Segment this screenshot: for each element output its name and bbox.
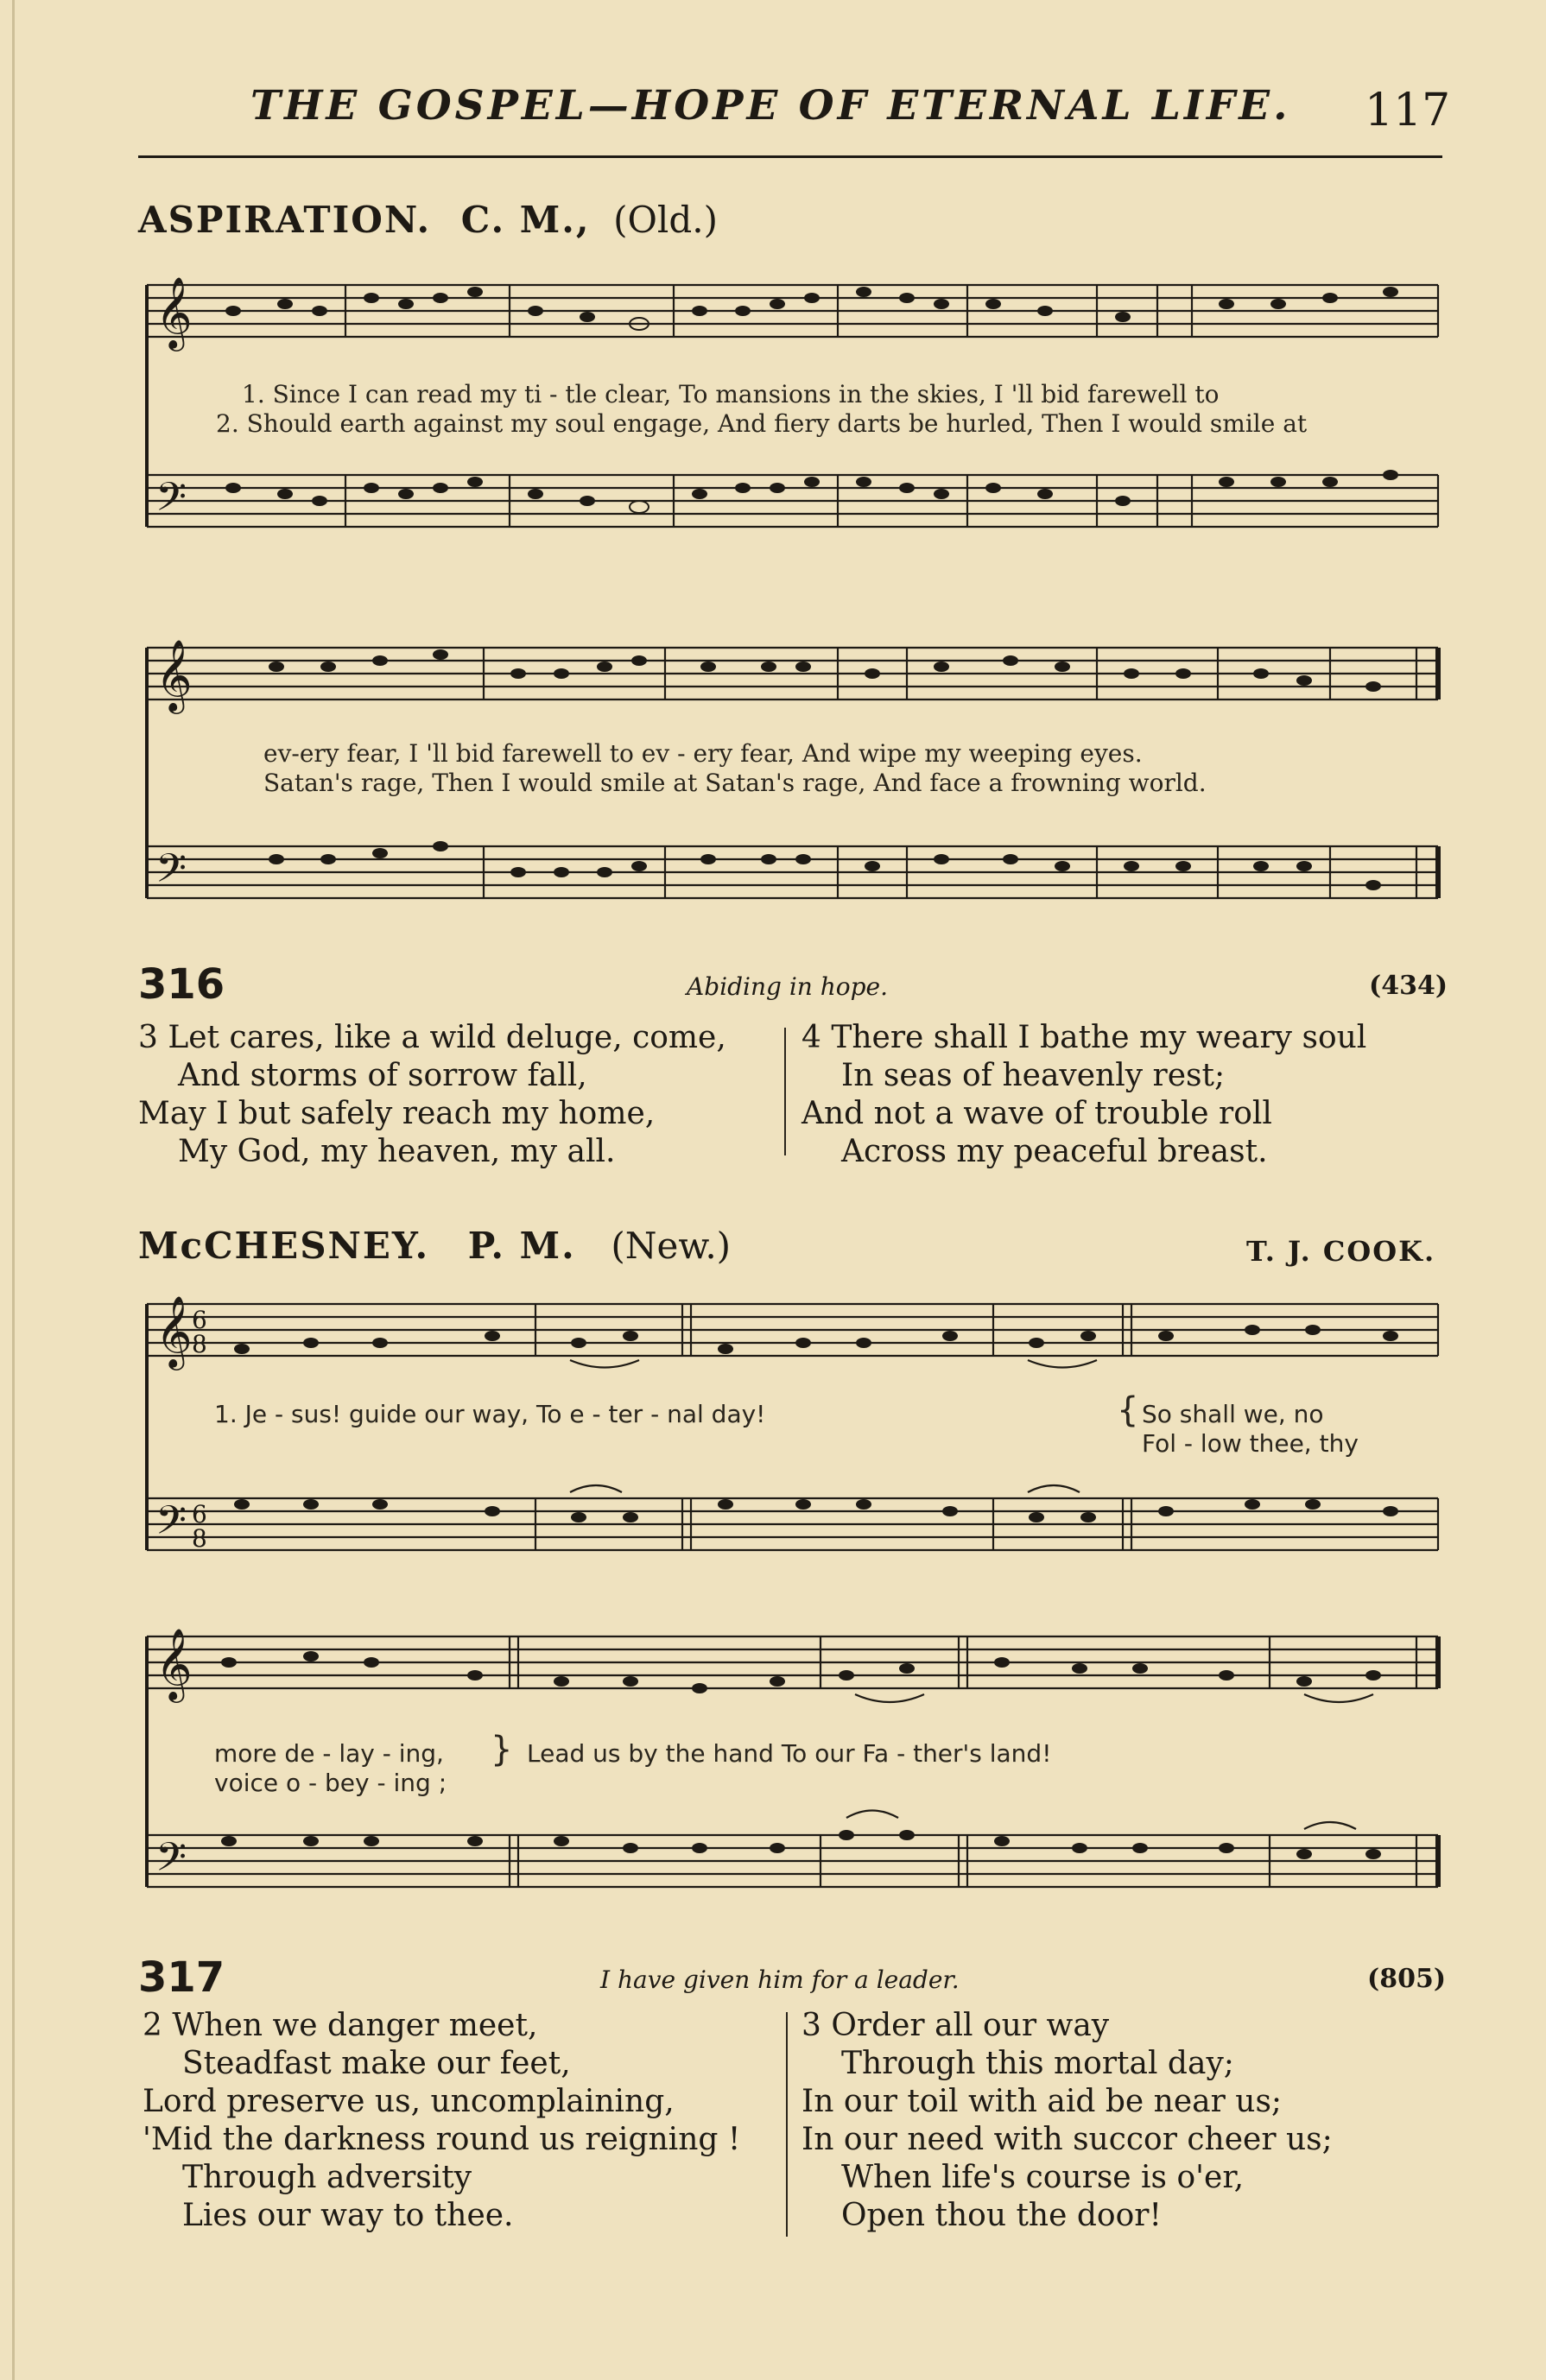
tune-name: McCHESNEY.	[138, 1225, 430, 1267]
lyric-aspiration-2-verse1: ev-ery fear, I 'll bid farewell to ev - ery fear, And wipe my weeping eyes.	[263, 739, 1143, 768]
lyric-mcchesney-1-brace-a: So shall we, no	[1142, 1400, 1324, 1428]
verse-line: 2 When we danger meet,	[143, 2008, 538, 2043]
page-number: 117	[1365, 85, 1451, 136]
verse-line: In our need with succor cheer us;	[802, 2122, 1333, 2157]
verse-316-4	[802, 1019, 1366, 1171]
hymn-caption-317: I have given him for a leader.	[600, 1965, 960, 1994]
svg-text:6: 6	[192, 1500, 207, 1529]
verse-line: And storms of sorrow fall,	[178, 1058, 587, 1093]
tune-note: (New.)	[611, 1225, 732, 1267]
svg-text:8: 8	[192, 1524, 207, 1553]
svg-text:𝄢: 𝄢	[155, 845, 187, 902]
tune-name: ASPIRATION.	[138, 199, 432, 241]
verse-line: Across my peaceful breast.	[841, 1134, 1268, 1169]
verse-line: 3 Order all our way	[802, 2008, 1110, 2043]
verse-line: Open thou the door!	[841, 2198, 1162, 2233]
svg-text:𝄢: 𝄢	[155, 1834, 187, 1890]
hymn-ref-316: (434)	[1369, 971, 1448, 1001]
tune-meter: P. M.	[467, 1225, 576, 1267]
header-rule	[138, 155, 1442, 158]
verse-line: Through adversity	[182, 2160, 472, 2195]
verse-line: And not a wave of trouble roll	[802, 1096, 1272, 1131]
page-margin-shadow	[12, 0, 15, 2380]
running-title: THE GOSPEL—HOPE OF ETERNAL LIFE.	[250, 82, 1291, 130]
tune-title-aspiration	[138, 199, 718, 241]
svg-text:𝄢: 𝄢	[155, 1497, 187, 1554]
verse-line: 4 There shall I bathe my weary soul	[802, 1020, 1367, 1055]
verse-line: Lord preserve us, uncomplaining,	[143, 2084, 675, 2119]
lyric-brace-icon: {	[1117, 1390, 1139, 1430]
lyric-mcchesney-2-main: Lead us by the hand To our Fa - ther's land!	[527, 1739, 1052, 1768]
hymn-number-316: 316	[138, 960, 225, 1009]
svg-text:𝄞: 𝄞	[155, 1627, 193, 1700]
column-divider	[784, 1028, 786, 1155]
lyric-aspiration-2-verse2: Satan's rage, Then I would smile at Satan's rage, And face a frowning world.	[263, 769, 1207, 797]
svg-text:𝄞: 𝄞	[155, 275, 193, 348]
verse-line: Lies our way to thee.	[182, 2198, 514, 2233]
tune-meter: C. M.,	[460, 199, 591, 241]
verse-line: In seas of heavenly rest;	[841, 1058, 1226, 1093]
svg-text:𝄢: 𝄢	[155, 474, 187, 530]
verse-line: 3 Let cares, like a wild deluge, come,	[138, 1020, 726, 1055]
lyric-mcchesney-1-main: 1. Je - sus! guide our way, To e - ter - nal day!	[214, 1400, 766, 1428]
verse-316-3	[138, 1019, 726, 1171]
svg-text:6: 6	[192, 1306, 207, 1334]
lyric-mcchesney-2-brace-b: voice o - bey - ing ;	[214, 1769, 447, 1797]
hymn-number-317: 317	[138, 1953, 225, 2002]
column-divider	[786, 2012, 788, 2237]
verse-line: May I but safely reach my home,	[138, 1096, 656, 1131]
hymn-ref-317: (805)	[1367, 1964, 1447, 1994]
svg-text:8: 8	[192, 1330, 207, 1358]
svg-text:𝄞: 𝄞	[155, 638, 193, 711]
lyric-brace-icon: }	[491, 1730, 513, 1769]
verse-line: When life's course is o'er,	[841, 2160, 1245, 2195]
verse-317-2	[143, 2007, 740, 2235]
lyric-mcchesney-2-brace-a: more de - lay - ing,	[214, 1739, 444, 1768]
verse-line: In our toil with aid be near us;	[802, 2084, 1283, 2119]
verse-line: Through this mortal day;	[841, 2046, 1234, 2081]
hymn-caption-316: Abiding in hope.	[687, 972, 889, 1001]
lyric-mcchesney-1-brace-b: Fol - low thee, thy	[1142, 1429, 1359, 1458]
svg-text:𝄞: 𝄞	[155, 1294, 193, 1367]
tune-note: (Old.)	[613, 199, 718, 241]
composer-credit: T. J. COOK.	[1246, 1235, 1436, 1268]
lyric-aspiration-1-verse1: 1. Since I can read my ti - tle clear, To mansions in the skies, I 'll bid farewell to	[242, 380, 1220, 408]
lyric-aspiration-1-verse2: 2. Should earth against my soul engage, And fiery darts be hurled, Then I would smile at	[216, 409, 1308, 438]
verse-line: My God, my heaven, my all.	[178, 1134, 616, 1169]
verse-317-3	[802, 2007, 1333, 2235]
verse-line: Steadfast make our feet,	[182, 2046, 571, 2081]
tune-title-mcchesney	[138, 1225, 731, 1267]
verse-line: 'Mid the darkness round us reigning !	[143, 2122, 741, 2157]
